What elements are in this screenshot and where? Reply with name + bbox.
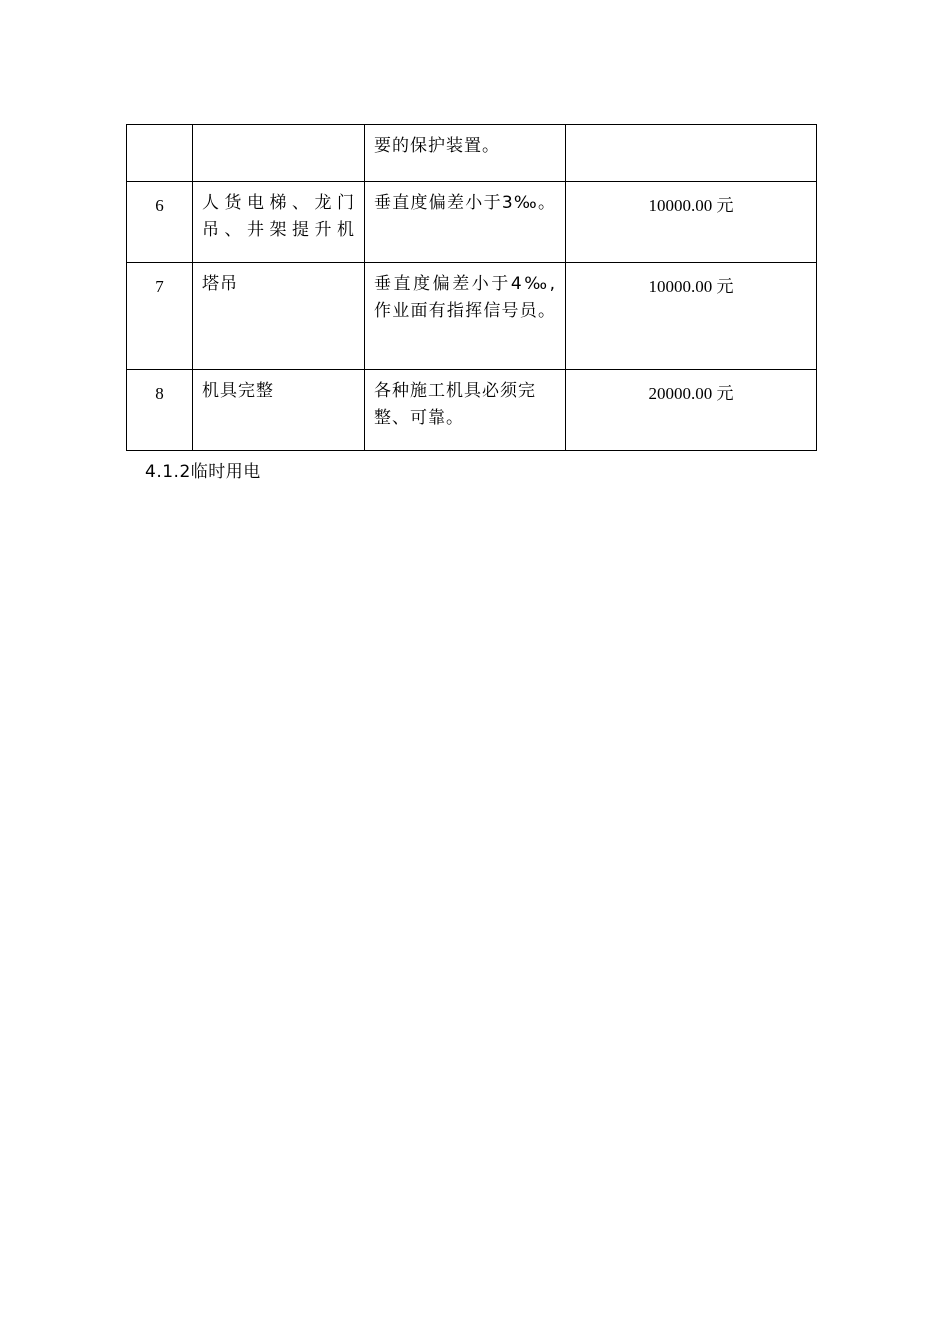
requirement-cell bbox=[365, 263, 566, 370]
item-cell bbox=[193, 182, 365, 263]
fee-cell bbox=[566, 370, 817, 451]
table-row bbox=[127, 370, 817, 451]
fee-unit: 元 bbox=[716, 196, 734, 216]
requirement-cell: 各种施工机具必须完整、可靠。 bbox=[365, 370, 566, 451]
fee-amount: 10000.00 bbox=[648, 277, 713, 296]
fee-cell bbox=[566, 263, 817, 370]
item-cell: 塔吊 bbox=[193, 263, 365, 370]
row-number-cell bbox=[127, 125, 193, 182]
fee-amount: 10000.00 bbox=[648, 196, 713, 215]
requirement-cell: 要的保护装置。 bbox=[365, 125, 566, 182]
fee-cell bbox=[566, 182, 817, 263]
row-number-cell: 7 bbox=[127, 263, 193, 370]
table-row bbox=[127, 182, 817, 263]
safety-requirements-table bbox=[126, 124, 817, 451]
row-number-cell: 8 bbox=[127, 370, 193, 451]
item-text: 人货电梯、龙门吊、井架提升机 bbox=[202, 193, 355, 240]
requirement-text: 垂直度偏差小于4‰,作业面有指挥信号员。 bbox=[374, 274, 556, 321]
row-number-cell: 6 bbox=[127, 182, 193, 263]
table-row bbox=[127, 125, 817, 182]
requirement-text: 垂直度偏差小于3‰。 bbox=[374, 193, 556, 213]
table-row bbox=[127, 263, 817, 370]
fee-amount: 20000.00 bbox=[648, 384, 713, 403]
requirement-cell bbox=[365, 182, 566, 263]
item-cell bbox=[193, 125, 365, 182]
fee-unit: 元 bbox=[716, 277, 734, 297]
fee-unit: 元 bbox=[716, 384, 734, 404]
item-cell: 机具完整 bbox=[193, 370, 365, 451]
fee-cell bbox=[566, 125, 817, 182]
section-heading: 4.1.2临时用电 bbox=[145, 462, 261, 482]
